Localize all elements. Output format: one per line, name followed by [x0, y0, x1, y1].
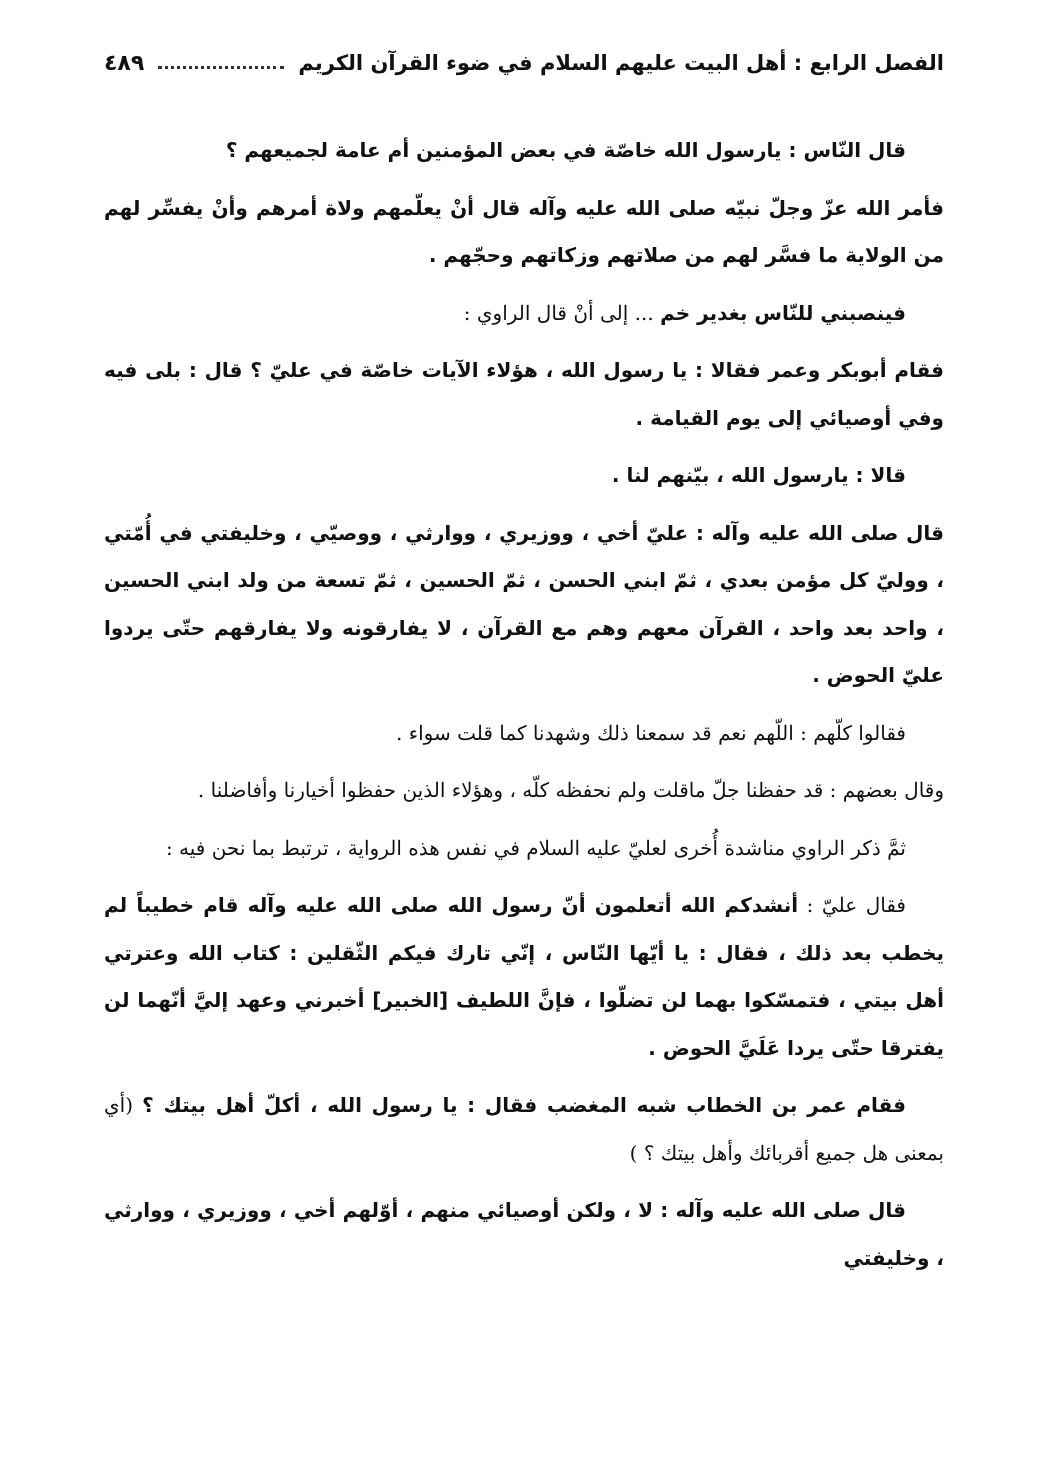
umar-question-text: فقام عمر بن الخطاب شبه المغضب فقال : يا رسول الله ، أكلّ أهل بيتك ؟ [142, 1093, 906, 1117]
paragraph-ghadir [104, 290, 944, 338]
page-number: ٤٨٩ [104, 50, 145, 76]
body-text [104, 127, 944, 1292]
header-dot-leader [158, 66, 284, 69]
ghadir-bold-text: فينصبني للنّاس بغدير خم [660, 300, 906, 325]
umar-explanation-text: (أي بمعنى هل جميع أقربائك وأهل بيتك ؟ ) [104, 1093, 944, 1165]
paragraph-some-said: وقال بعضهم : قد حفظنا جلّ ماقلت ولم نحفظه كلّه ، وهؤلاء الذين حفظوا أخيارنا وأفاضلنا . [197, 778, 944, 802]
running-header [104, 42, 944, 84]
paragraph-umar-question [104, 1082, 944, 1177]
paragraph-god-command: فأمر الله عزّ وجلّ نبيّه صلى الله عليه وآله قال أنْ يعلّمهم ولاة أمرهم وأنْ يفسِّر لهم من الولاية ما فسَّر لهم من صلاتهم وزكاتهم وحجّهم . [104, 195, 944, 267]
ghadir-narrator-text: ... إلى أنْ قال الراوي : [463, 300, 661, 325]
thaqalayn-text: أنشدكم الله أتعلمون أنّ رسول الله صلى الله عليه وآله قام خطيباً لم يخطب بعد ذلك ، فقال : يا أيّها النّاس ، إنّي تارك فيكم الثّقلين : كتاب الله وعترتي أهل بيتي ، فتمسّكوا بهما لن تضلّوا ، فإنَّ اللطيف [الخبير] أخبرني وعهد إليَّ أنّهما لن يفترقا حتّى يردا عَلَيَّ الحوض . [104, 893, 944, 1060]
paragraph-clarify-request: قالا : يارسول الله ، بيّنهم لنا . [611, 463, 906, 487]
chapter-title: الفصل الرابع : أهل البيت عليهم السلام في ضوء القرآن الكريم [298, 51, 944, 75]
paragraph-prophet-answer: قال صلى الله عليه وآله : عليّ أخي ، ووزيري ، ووارثي ، ووصيّي ، وخليفتي في أُمّتي ، ووليّ كل مؤمن بعدي ، ثمّ ابني الحسن ، ثمّ الحسين ، ثمّ تسعة من ولد ابني الحسين ، واحد بعد واحد ، القرآن معهم وهم مع القرآن ، لا يفارقونه ولا يفارقهم حتّى يردوا عليّ الحوض . [104, 520, 944, 687]
paragraph-all-witnessed: فقالوا كلّهم : اللّهم نعم قد سمعنا ذلك وشهدنا كما قلت سواء . [396, 720, 906, 745]
paragraph-narrator-mentions: ثمَّ ذكر الراوي مناشدة أُخرى لعليّ عليه السلام في نفس هذه الرواية ، ترتبط بما نحن فيه : [165, 835, 906, 860]
paragraph-people-question: قال النّاس : يارسول الله خاصّة في بعض المؤمنين أم عامة لجميعهم ؟ [225, 138, 906, 162]
ali-said-text: فقال عليّ : [798, 893, 906, 917]
paragraph-ali-adjures [104, 882, 944, 1072]
paragraph-prophet-successors: قال صلى الله عليه وآله : لا ، ولكن أوصيائي منهم ، أوّلهم أخي ، ووزيري ، ووارثي ، وخليفتي [104, 1198, 944, 1270]
paragraph-abubakr-umar: فقام أبوبكر وعمر فقالا : يا رسول الله ، هؤلاء الآيات خاصّة في عليّ ؟ قال : بلى فيه وفي أوصيائي إلى يوم القيامة . [104, 358, 944, 430]
